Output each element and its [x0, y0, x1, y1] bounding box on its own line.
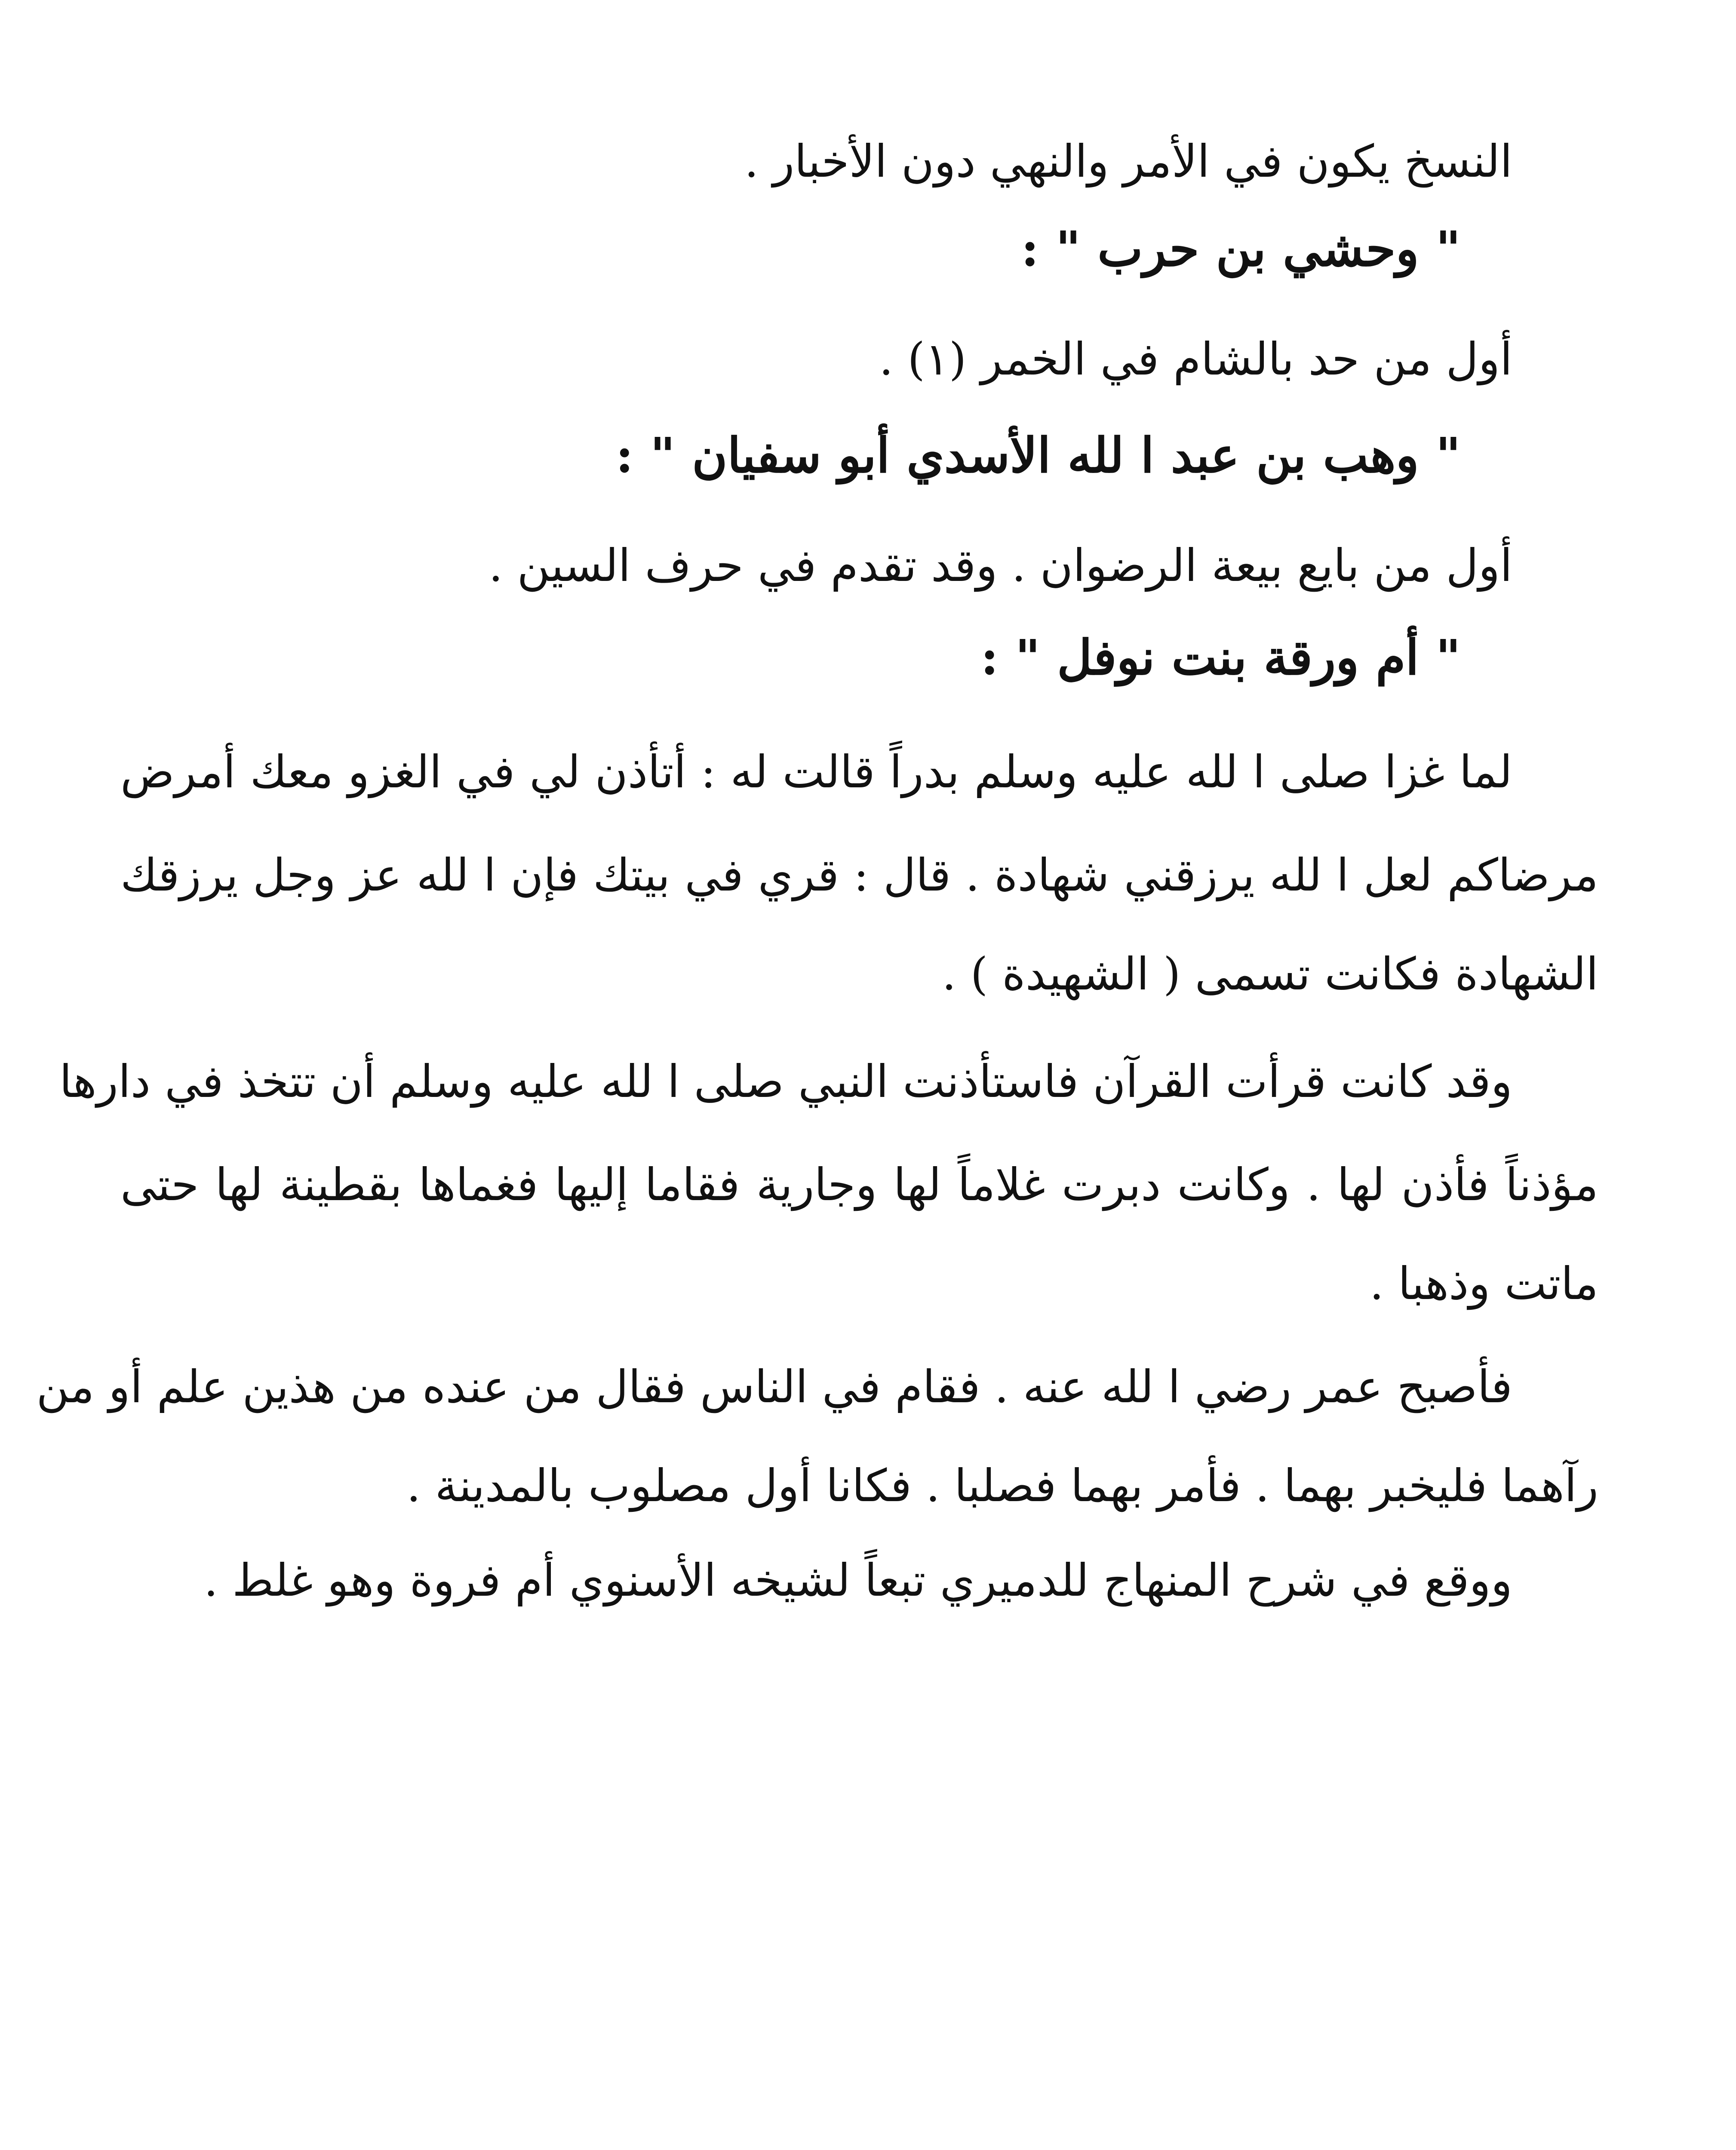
text-line-7: لما غزا صلى ا لله عليه وسلم بدراً قالت له : أتأذن لي في الغزو معك أمرض	[120, 746, 1512, 798]
text-line-11: مؤذناً فأذن لها . وكانت دبرت غلاماً لها وجارية فقاما إليها فغماها بقطينة لها حتى	[120, 1158, 1598, 1211]
text-line-9: الشهادة فكانت تسمى ( الشهيدة ) .	[942, 948, 1598, 1000]
text-line-3: أول من حد بالشام في الخمر (١) .	[879, 333, 1512, 385]
text-line-8: مرضاكم لعل ا لله يرزقني شهادة . قال : قري في بيتك فإن ا لله عز وجل يرزقك	[120, 849, 1598, 901]
heading-wahshi-ibn-harb: " وحشي بن حرب " :	[1021, 221, 1461, 277]
text-line-15: ووقع في شرح المنهاج للدميري تبعاً لشيخه الأسنوي أم فروة وهو غلط .	[204, 1554, 1512, 1606]
heading-umm-waraqa: " أم ورقة بنت نوفل " :	[980, 630, 1461, 686]
text-line-13: فأصبح عمر رضي ا لله عنه . فقام في الناس فقال من عنده من هذين علم أو من	[36, 1361, 1512, 1413]
text-line-10: وقد كانت قرأت القرآن فاستأذنت النبي صلى ا لله عليه وسلم أن تتخذ في دارها	[59, 1055, 1512, 1108]
heading-wahb-ibn-abdullah: " وهب بن عبد ا لله الأسدي أبو سفيان " :	[615, 427, 1461, 484]
text-line-5: أول من بايع بيعة الرضوان . وقد تقدم في حرف السين .	[489, 539, 1512, 592]
text-line-1: النسخ يكون في الأمر والنهي دون الأخبار .	[744, 135, 1512, 187]
text-line-14: رآهما فليخبر بهما . فأمر بهما فصلبا . فكانا أول مصلوب بالمدينة .	[406, 1459, 1598, 1512]
text-line-12: ماتت وذهبا .	[1369, 1257, 1598, 1310]
